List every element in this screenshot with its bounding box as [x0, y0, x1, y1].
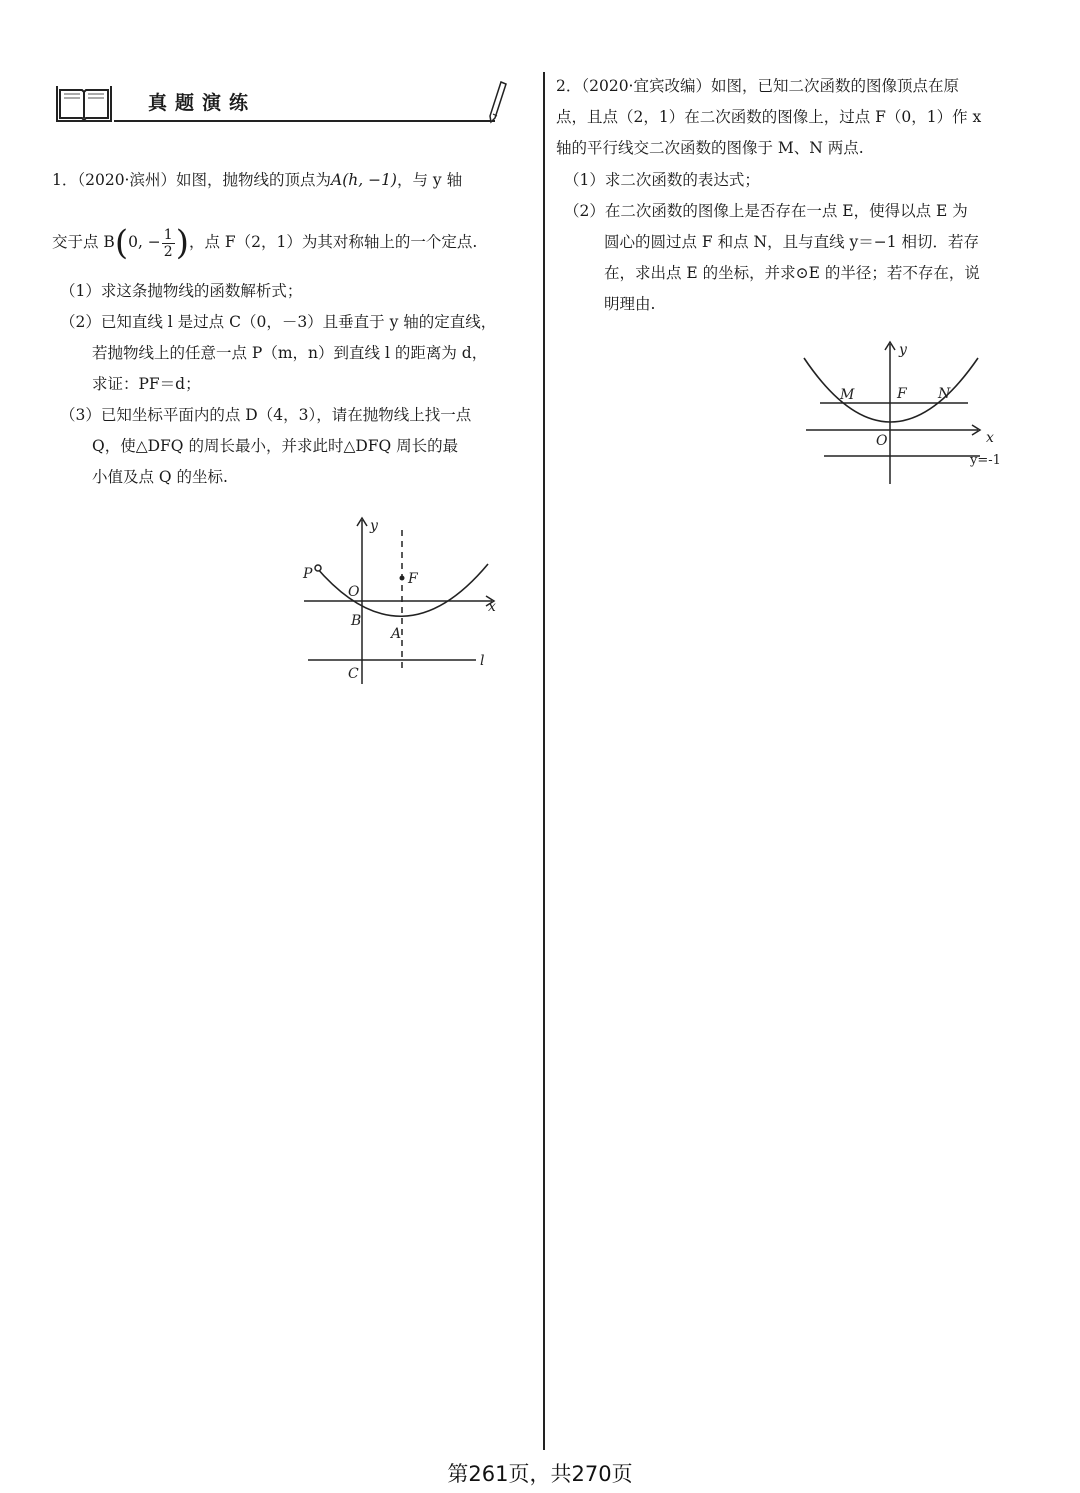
q2-line-3: 轴的平行线交二次函数的图像于 M、N 两点.	[556, 139, 864, 157]
q1-text: 1．（2020·滨州）如图，抛物线的顶点为	[52, 171, 331, 189]
q1-figure	[296, 512, 506, 688]
q2-line-2: 点，且点（2，1）在二次函数的图像上，过点 F（0，1）作 x	[556, 108, 982, 126]
header-rule	[114, 120, 495, 122]
label-c: C	[348, 666, 359, 682]
label-n: N	[938, 386, 951, 402]
q1-sub-3b: Q，使△DFQ 的周长最小，并求此时△DFQ 周长的最	[92, 437, 459, 455]
q1-text: ，点 F（2，1）为其对称轴上的一个定点.	[188, 233, 478, 251]
q1-line-1	[52, 164, 462, 196]
q1-sub-2b: 若抛物线上的任意一点 P（m，n）到直线 l 的距离为 d，	[92, 344, 488, 362]
q1-sub-2c: 求证：PF＝d；	[92, 375, 201, 393]
section-title: 真题演练	[148, 92, 257, 114]
q1-b-coord: 0, −	[128, 233, 161, 251]
parabola	[804, 358, 978, 422]
q1-line-2: 交于点 B(0, − $\frac{1}{2}$ )，点 F（2，1）为其对称轴上的一个定点.	[52, 223, 478, 263]
label-m: M	[840, 387, 855, 403]
label-y: y	[899, 342, 907, 358]
label-y: y	[370, 518, 378, 534]
column-divider	[543, 72, 545, 1450]
fraction: $\frac{1}{2}$	[163, 226, 173, 260]
q1-text: 交于点 B	[52, 233, 115, 251]
label-l: l	[480, 653, 485, 669]
q2-figure	[798, 336, 1008, 488]
label-y-neg1: y=-1	[970, 453, 1001, 468]
q1-sub-2a: （2）已知直线 l 是过点 C（0，－3）且垂直于 y 轴的定直线，	[60, 313, 497, 331]
label-b: B	[351, 613, 362, 629]
point-f	[400, 576, 405, 581]
q2-sub-2d: 明理由.	[604, 295, 656, 313]
q2-sub-2b: 圆心的圆过点 F 和点 N，且与直线 y＝−1 相切．若存	[604, 233, 980, 251]
q1-vertex: A(h, −1)	[331, 171, 397, 189]
label-p: P	[303, 566, 313, 582]
q2-sub-2c: 在，求出点 E 的坐标，并求⊙E 的半径；若不存在，说	[604, 264, 980, 282]
label-f: F	[897, 386, 907, 402]
pencil-icon	[487, 80, 507, 124]
point-p	[315, 565, 321, 571]
label-f: F	[408, 571, 418, 587]
label-o: O	[876, 433, 888, 449]
q1-sub-3a: （3）已知坐标平面内的点 D（4，3），请在抛物线上找一点	[60, 406, 472, 424]
book-icon	[56, 84, 112, 122]
section-header	[52, 78, 507, 126]
label-x: x	[986, 430, 994, 446]
q2-line-1: 2．（2020·宜宾改编）如图，已知二次函数的图像顶点在原	[556, 77, 959, 95]
q1-sub-3c: 小值及点 Q 的坐标.	[92, 468, 228, 486]
q2-sub-1: （1）求二次函数的表达式；	[564, 171, 760, 189]
q2-sub-2a: （2）在二次函数的图像上是否存在一点 E，使得以点 E 为	[564, 202, 968, 220]
page-number: 第261页，共270页	[447, 1462, 633, 1486]
label-a: A	[391, 626, 402, 642]
label-o: O	[348, 584, 360, 600]
q1-sub-1: （1）求这条抛物线的函数解析式；	[60, 282, 303, 300]
label-x: x	[488, 599, 496, 615]
q1-text: ，与 y 轴	[396, 171, 463, 189]
